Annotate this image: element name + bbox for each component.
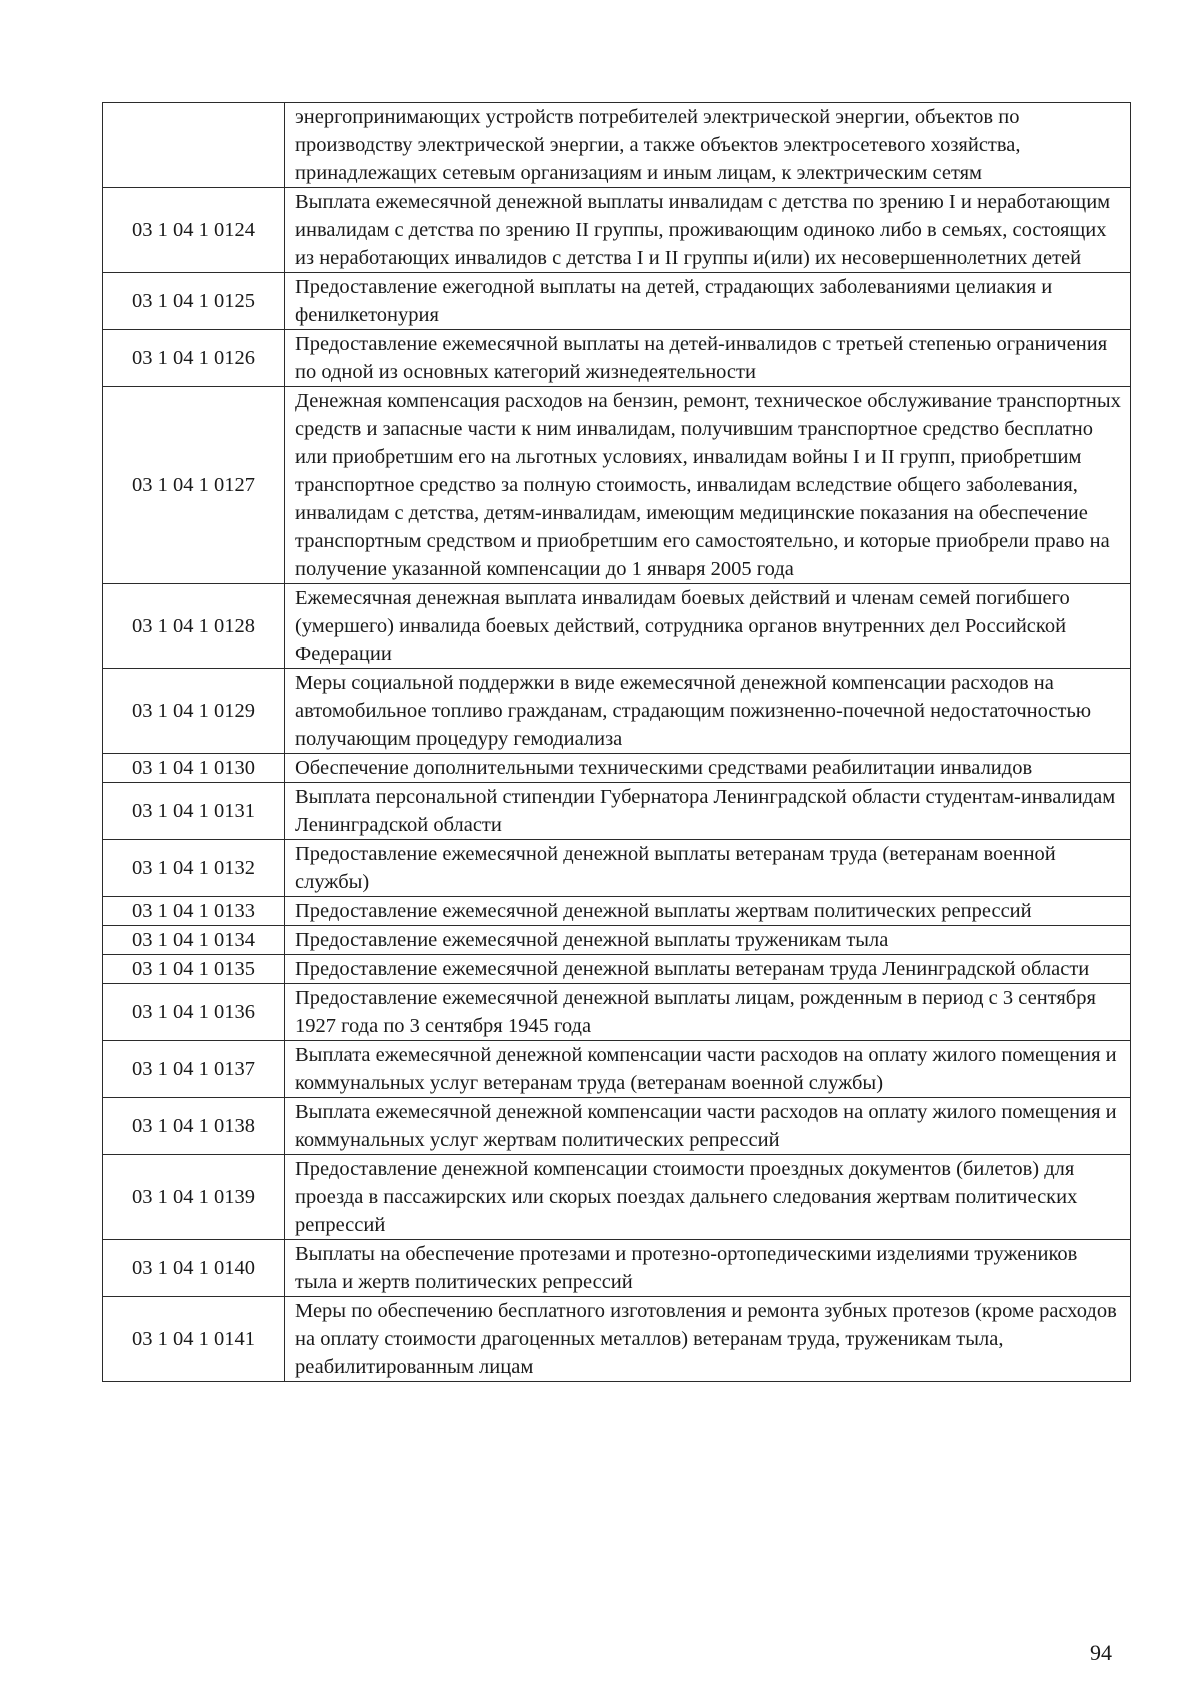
table-row <box>103 103 1131 188</box>
row-code-cell: 03 1 04 1 0130 <box>103 754 285 783</box>
row-description-cell: энергопринимающих устройств потребителей электрической энергии, объектов по производству электрической энергии, а также объектов электросетевого хозяйства, принадлежащих сетевым организациям и иным лицам, к электрическим сетям <box>285 103 1131 188</box>
row-description-cell: Выплата персональной стипендии Губернатора Ленинградской области студентам-инвалидам Ленинградской области <box>285 783 1131 840</box>
table-row <box>103 1240 1131 1297</box>
row-description-cell: Предоставление ежемесячной денежной выплаты лицам, рожденным в период с 3 сентября 1927 года по 3 сентября 1945 года <box>285 984 1131 1041</box>
row-code-cell: 03 1 04 1 0138 <box>103 1098 285 1155</box>
table-row <box>103 1041 1131 1098</box>
row-code-cell: 03 1 04 1 0135 <box>103 955 285 984</box>
row-code-cell: 03 1 04 1 0132 <box>103 840 285 897</box>
row-description-cell: Предоставление ежемесячной выплаты на детей-инвалидов с третьей степенью ограничения по одной из основных категорий жизнедеятельности <box>285 330 1131 387</box>
table-row <box>103 188 1131 273</box>
table-row <box>103 754 1131 783</box>
table-row <box>103 840 1131 897</box>
row-description-cell: Денежная компенсация расходов на бензин, ремонт, техническое обслуживание транспортных средств и запасные части к ним инвалидам, получившим транспортное средство бесплатно или приобретшим его на льготных условиях, инвалидам войны I и II групп, приобретшим транспортное средство за полную стоимость, инвалидам вследствие общего заболевания, инвалидам с детства, детям-инвалидам, имеющим медицинские показания на обеспечение транспортным средством и приобретшим его самостоятельно, и которые приобрели право на получение указанной компенсации до 1 января 2005 года <box>285 387 1131 584</box>
row-description-cell: Предоставление ежемесячной денежной выплаты ветеранам труда Ленинградской области <box>285 955 1131 984</box>
page-number: 94 <box>1090 1640 1112 1665</box>
row-code-cell: 03 1 04 1 0126 <box>103 330 285 387</box>
row-description-cell: Ежемесячная денежная выплата инвалидам боевых действий и членам семей погибшего (умершего) инвалида боевых действий, сотрудника органов внутренних дел Российской Федерации <box>285 584 1131 669</box>
row-description-cell: Выплата ежемесячной денежной компенсации части расходов на оплату жилого помещения и коммунальных услуг жертвам политических репрессий <box>285 1098 1131 1155</box>
row-code-cell: 03 1 04 1 0124 <box>103 188 285 273</box>
row-code-cell: 03 1 04 1 0134 <box>103 926 285 955</box>
table-row <box>103 1297 1131 1382</box>
row-description-cell: Обеспечение дополнительными техническими средствами реабилитации инвалидов <box>285 754 1131 783</box>
row-code-cell: 03 1 04 1 0141 <box>103 1297 285 1382</box>
table-row <box>103 387 1131 584</box>
table-row <box>103 926 1131 955</box>
row-description-cell: Меры по обеспечению бесплатного изготовления и ремонта зубных протезов (кроме расходов на оплату стоимости драгоценных металлов) ветеранам труда, труженикам тыла, реабилитированным лицам <box>285 1297 1131 1382</box>
row-code-cell: 03 1 04 1 0137 <box>103 1041 285 1098</box>
table-row <box>103 273 1131 330</box>
table-row <box>103 955 1131 984</box>
row-description-cell: Предоставление ежемесячной денежной выплаты ветеранам труда (ветеранам военной службы) <box>285 840 1131 897</box>
budget-code-table <box>102 102 1131 1382</box>
row-description-cell: Выплата ежемесячной денежной компенсации части расходов на оплату жилого помещения и коммунальных услуг ветеранам труда (ветеранам военной службы) <box>285 1041 1131 1098</box>
row-description-cell: Выплата ежемесячной денежной выплаты инвалидам с детства по зрению I и неработающим инвалидам с детства по зрению II группы, проживающим одиноко либо в семьях, состоящих из неработающих инвалидов с детства I и II группы и(или) их несовершеннолетних детей <box>285 188 1131 273</box>
row-description-cell: Предоставление ежегодной выплаты на детей, страдающих заболеваниями целиакия и фенилкетонурия <box>285 273 1131 330</box>
row-code-cell: 03 1 04 1 0125 <box>103 273 285 330</box>
table-row <box>103 1098 1131 1155</box>
row-code-cell: 03 1 04 1 0139 <box>103 1155 285 1240</box>
row-description-cell: Выплаты на обеспечение протезами и протезно-ортопедическими изделиями тружеников тыла и жертв политических репрессий <box>285 1240 1131 1297</box>
row-description-cell: Предоставление денежной компенсации стоимости проездных документов (билетов) для проезда в пассажирских или скорых поездах дальнего следования жертвам политических репрессий <box>285 1155 1131 1240</box>
table-row <box>103 584 1131 669</box>
row-description-cell: Предоставление ежемесячной денежной выплаты жертвам политических репрессий <box>285 897 1131 926</box>
table-row <box>103 669 1131 754</box>
row-code-cell: 03 1 04 1 0131 <box>103 783 285 840</box>
row-code-cell: 03 1 04 1 0129 <box>103 669 285 754</box>
table-row <box>103 783 1131 840</box>
row-code-cell <box>103 103 285 188</box>
table-row <box>103 1155 1131 1240</box>
row-code-cell: 03 1 04 1 0140 <box>103 1240 285 1297</box>
row-code-cell: 03 1 04 1 0127 <box>103 387 285 584</box>
row-description-cell: Предоставление ежемесячной денежной выплаты труженикам тыла <box>285 926 1131 955</box>
row-code-cell: 03 1 04 1 0133 <box>103 897 285 926</box>
row-code-cell: 03 1 04 1 0136 <box>103 984 285 1041</box>
row-code-cell: 03 1 04 1 0128 <box>103 584 285 669</box>
table-row <box>103 330 1131 387</box>
row-description-cell: Меры социальной поддержки в виде ежемесячной денежной компенсации расходов на автомобильное топливо гражданам, страдающим пожизненно-почечной недостаточностью получающим процедуру гемодиализа <box>285 669 1131 754</box>
table-row <box>103 897 1131 926</box>
table-row <box>103 984 1131 1041</box>
table-body <box>103 103 1131 1382</box>
